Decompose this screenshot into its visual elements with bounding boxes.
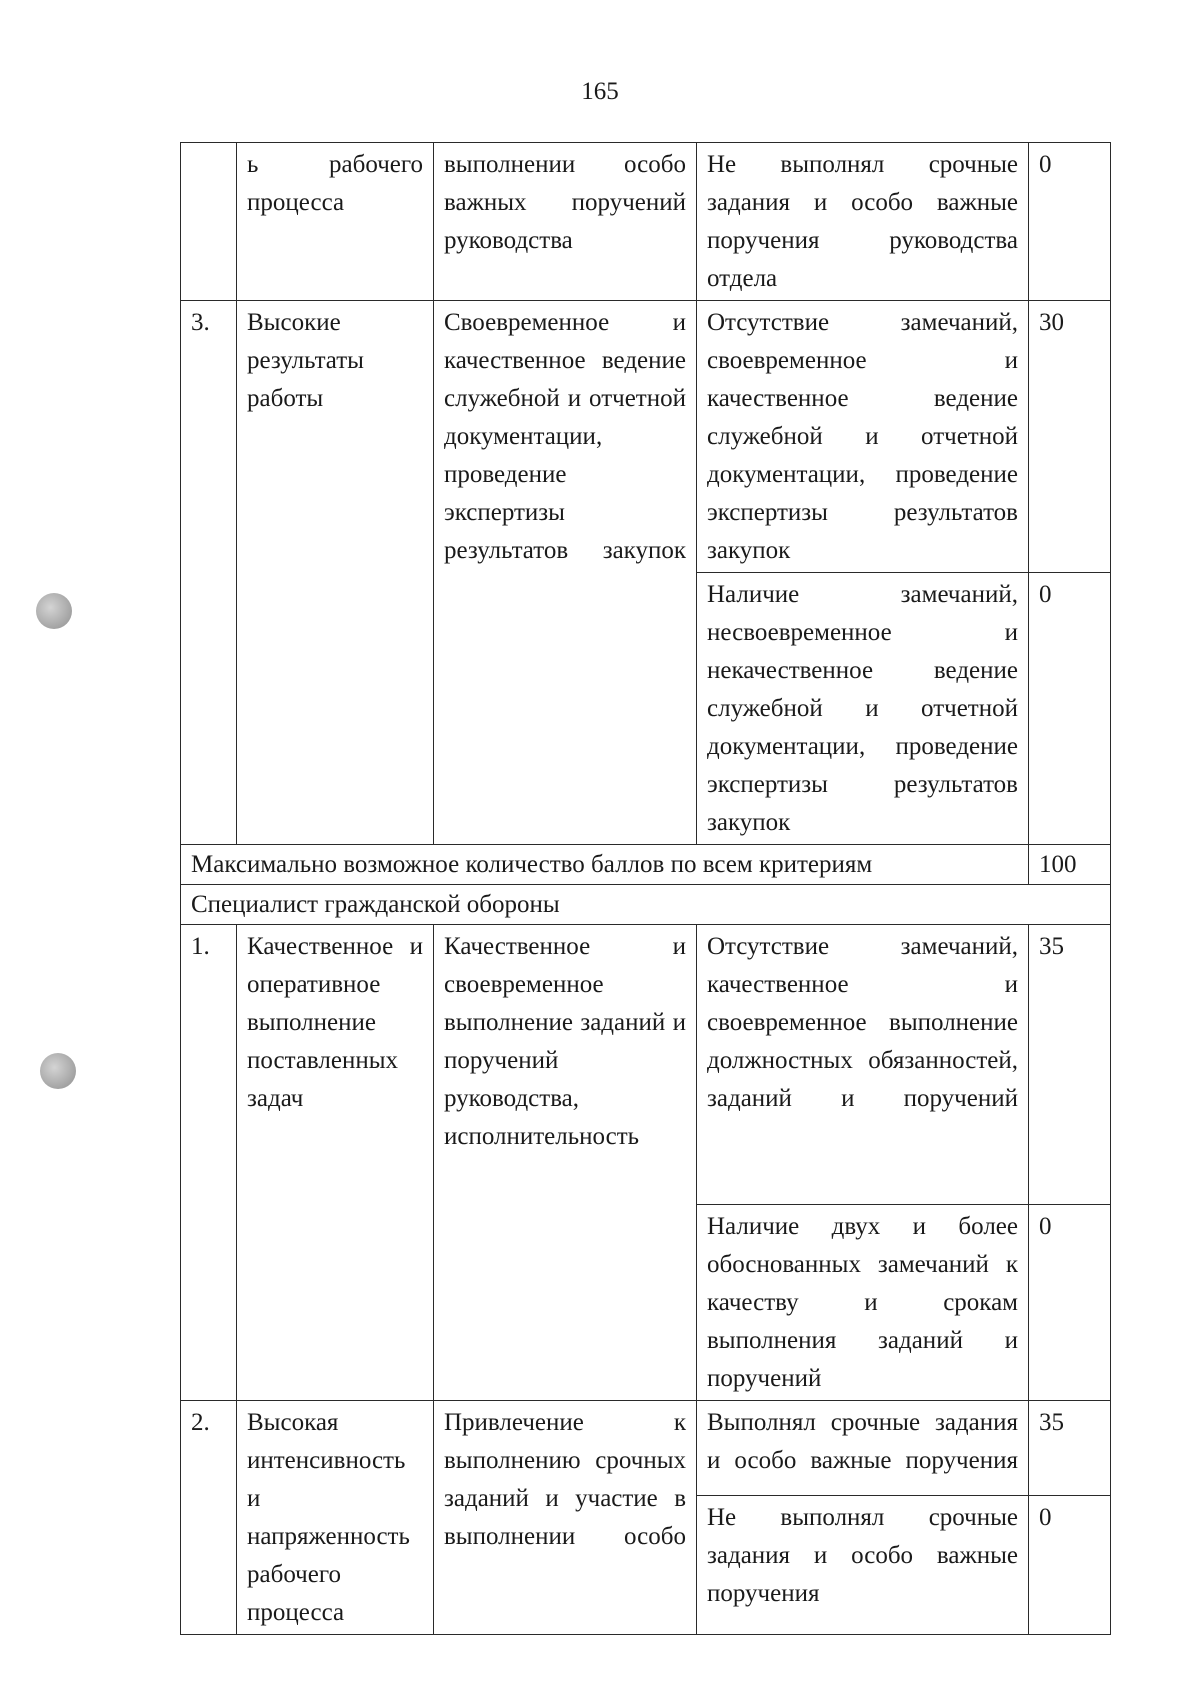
max-score-label: Максимально возможное количество баллов по всем критериям <box>181 845 1029 885</box>
table-row <box>181 301 1111 573</box>
description-cell: выполнении особо важных поручений руководства <box>434 143 697 301</box>
description-cell: Привлечение к выполнению срочных заданий и участие в выполнении особо <box>434 1401 697 1635</box>
indicator-cell: Выполнял срочные задания и особо важные поручения <box>697 1401 1029 1496</box>
indicator-cell: Отсутствие замечаний, качественное и своевременное выполнение должностных обязанностей, заданий и поручений <box>697 925 1029 1205</box>
punch-hole <box>40 1053 76 1089</box>
indicator-cell: Наличие замечаний, несвоевременное и некачественное ведение служебной и отчетной документации, проведение экспертизы результатов закупок <box>697 573 1029 845</box>
description-cell: Своевременное и качественное ведение служебной и отчетной документации, проведение экспертизы результатов закупок <box>434 301 697 845</box>
table-row <box>181 1401 1111 1496</box>
score-cell: 0 <box>1029 1495 1111 1634</box>
score-cell: 0 <box>1029 1205 1111 1401</box>
criterion-cell: Высокие результаты работы <box>237 301 434 845</box>
max-score-value: 100 <box>1029 845 1111 885</box>
table-row <box>181 143 1111 301</box>
indicator-cell: Не выполнял срочные задания и особо важные поручения <box>697 1495 1029 1634</box>
description-cell: Качественное и своевременное выполнение заданий и поручений руководства, исполнительность <box>434 925 697 1401</box>
row-number <box>181 143 237 301</box>
score-cell: 35 <box>1029 1401 1111 1496</box>
row-number: 3. <box>181 301 237 845</box>
criterion-cell: ь рабочего процесса <box>237 143 434 301</box>
indicator-cell: Наличие двух и более обоснованных замечаний к качеству и срокам выполнения заданий и поручений <box>697 1205 1029 1401</box>
indicator-cell: Не выполнял срочные задания и особо важные поручения руководства отдела <box>697 143 1029 301</box>
score-cell: 35 <box>1029 925 1111 1205</box>
score-cell: 0 <box>1029 573 1111 845</box>
row-number: 1. <box>181 925 237 1401</box>
punch-hole <box>36 593 72 629</box>
table-row <box>181 845 1111 885</box>
criterion-cell: Качественное и оперативное выполнение поставленных задач <box>237 925 434 1401</box>
section-title: Специалист гражданской обороны <box>181 885 1111 925</box>
table-row <box>181 885 1111 925</box>
indicator-cell: Отсутствие замечаний, своевременное и качественное ведение служебной и отчетной документации, проведение экспертизы результатов закупок <box>697 301 1029 573</box>
criteria-table <box>180 142 1111 1635</box>
page-number: 165 <box>581 78 619 105</box>
table-row <box>181 925 1111 1205</box>
score-cell: 30 <box>1029 301 1111 573</box>
row-number: 2. <box>181 1401 237 1635</box>
criterion-cell: Высокая интенсивность и напряженность рабочего процесса <box>237 1401 434 1635</box>
score-cell: 0 <box>1029 143 1111 301</box>
